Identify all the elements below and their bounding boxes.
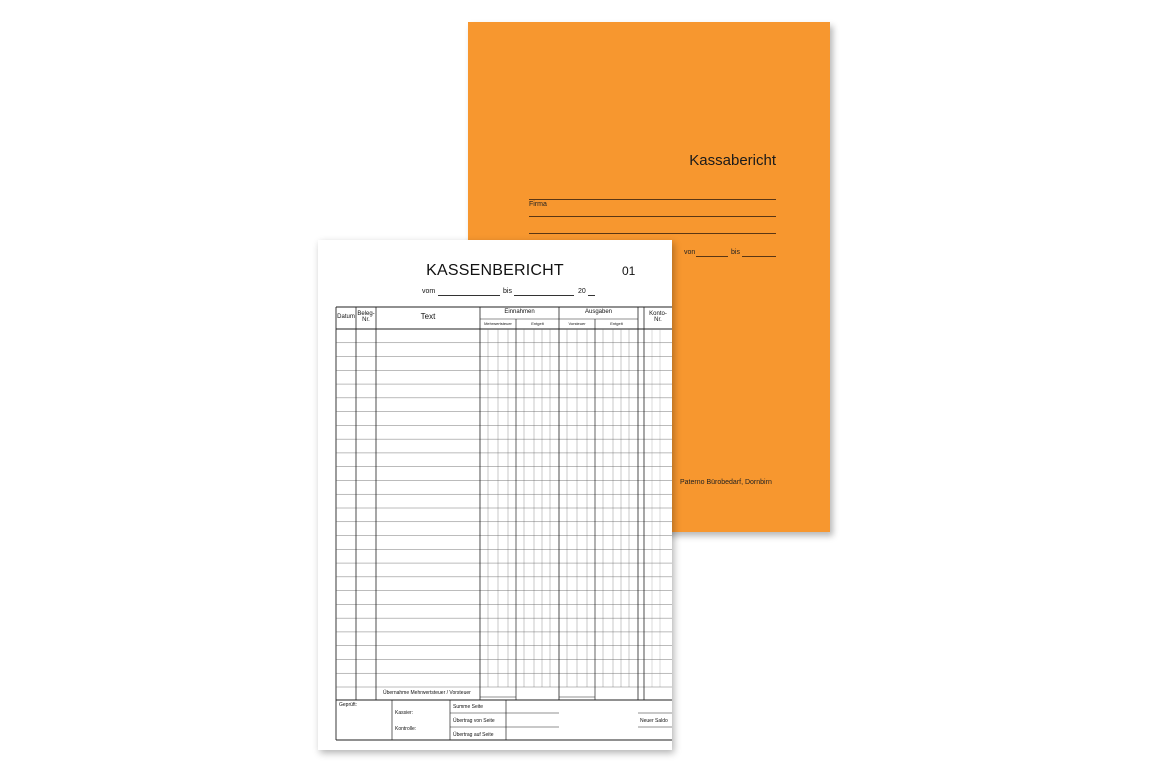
bis-label: bis (503, 288, 512, 295)
vom-label: vom (422, 288, 436, 295)
uebertrag-auf-label: Übertrag auf Seite (453, 732, 494, 738)
col-entgelt-1: Entgelt (531, 321, 544, 326)
firma-label: Firma (529, 201, 547, 208)
col-text: Text (420, 312, 436, 321)
col-datum: Datum (337, 314, 355, 320)
col-beleg-2: Nr. (362, 317, 370, 323)
uebertrag-von-label: Übertrag von Seite (453, 718, 495, 724)
von-label: von (684, 249, 696, 256)
col-vorsteuer: Vorsteuer (568, 321, 586, 326)
form-number: 01 (622, 264, 636, 278)
kassier-label: Kassier: (395, 710, 414, 716)
bis-label: bis (731, 249, 740, 256)
col-einnahmen: Einnahmen (504, 309, 535, 315)
cover-title: Kassabericht (689, 152, 776, 169)
col-ausgaben: Ausgaben (584, 309, 613, 315)
uebernahme-label: Übernahme Mehrwertsteuer / Vorsteuer (383, 690, 471, 696)
summe-seite-label: Summe Seite (453, 704, 484, 710)
form-title: KASSENBERICHT (426, 262, 564, 279)
bis-line (742, 256, 776, 257)
cover-line-2 (529, 216, 776, 217)
col-beleg-1: Beleg- (357, 311, 375, 317)
geprueft-label: Geprüft: (339, 702, 358, 708)
col-konto-1: Konto- (649, 311, 667, 317)
col-konto-2: Nr. (654, 317, 662, 323)
year-label: 20 (578, 288, 586, 295)
col-entgelt-2: Entgelt (610, 321, 623, 326)
neuer-saldo-label: Neuer Saldo (640, 718, 668, 724)
cover-line-1 (529, 199, 776, 200)
cover-line-3 (529, 233, 776, 234)
form-sheet (318, 240, 672, 750)
col-mehrwertsteuer: Mehrwertsteuer (484, 321, 512, 326)
publisher-label: Paterno Bürobedarf, Dornbirn (680, 479, 772, 486)
kontrolle-label: Kontrolle: (395, 726, 417, 732)
von-line (696, 256, 728, 257)
